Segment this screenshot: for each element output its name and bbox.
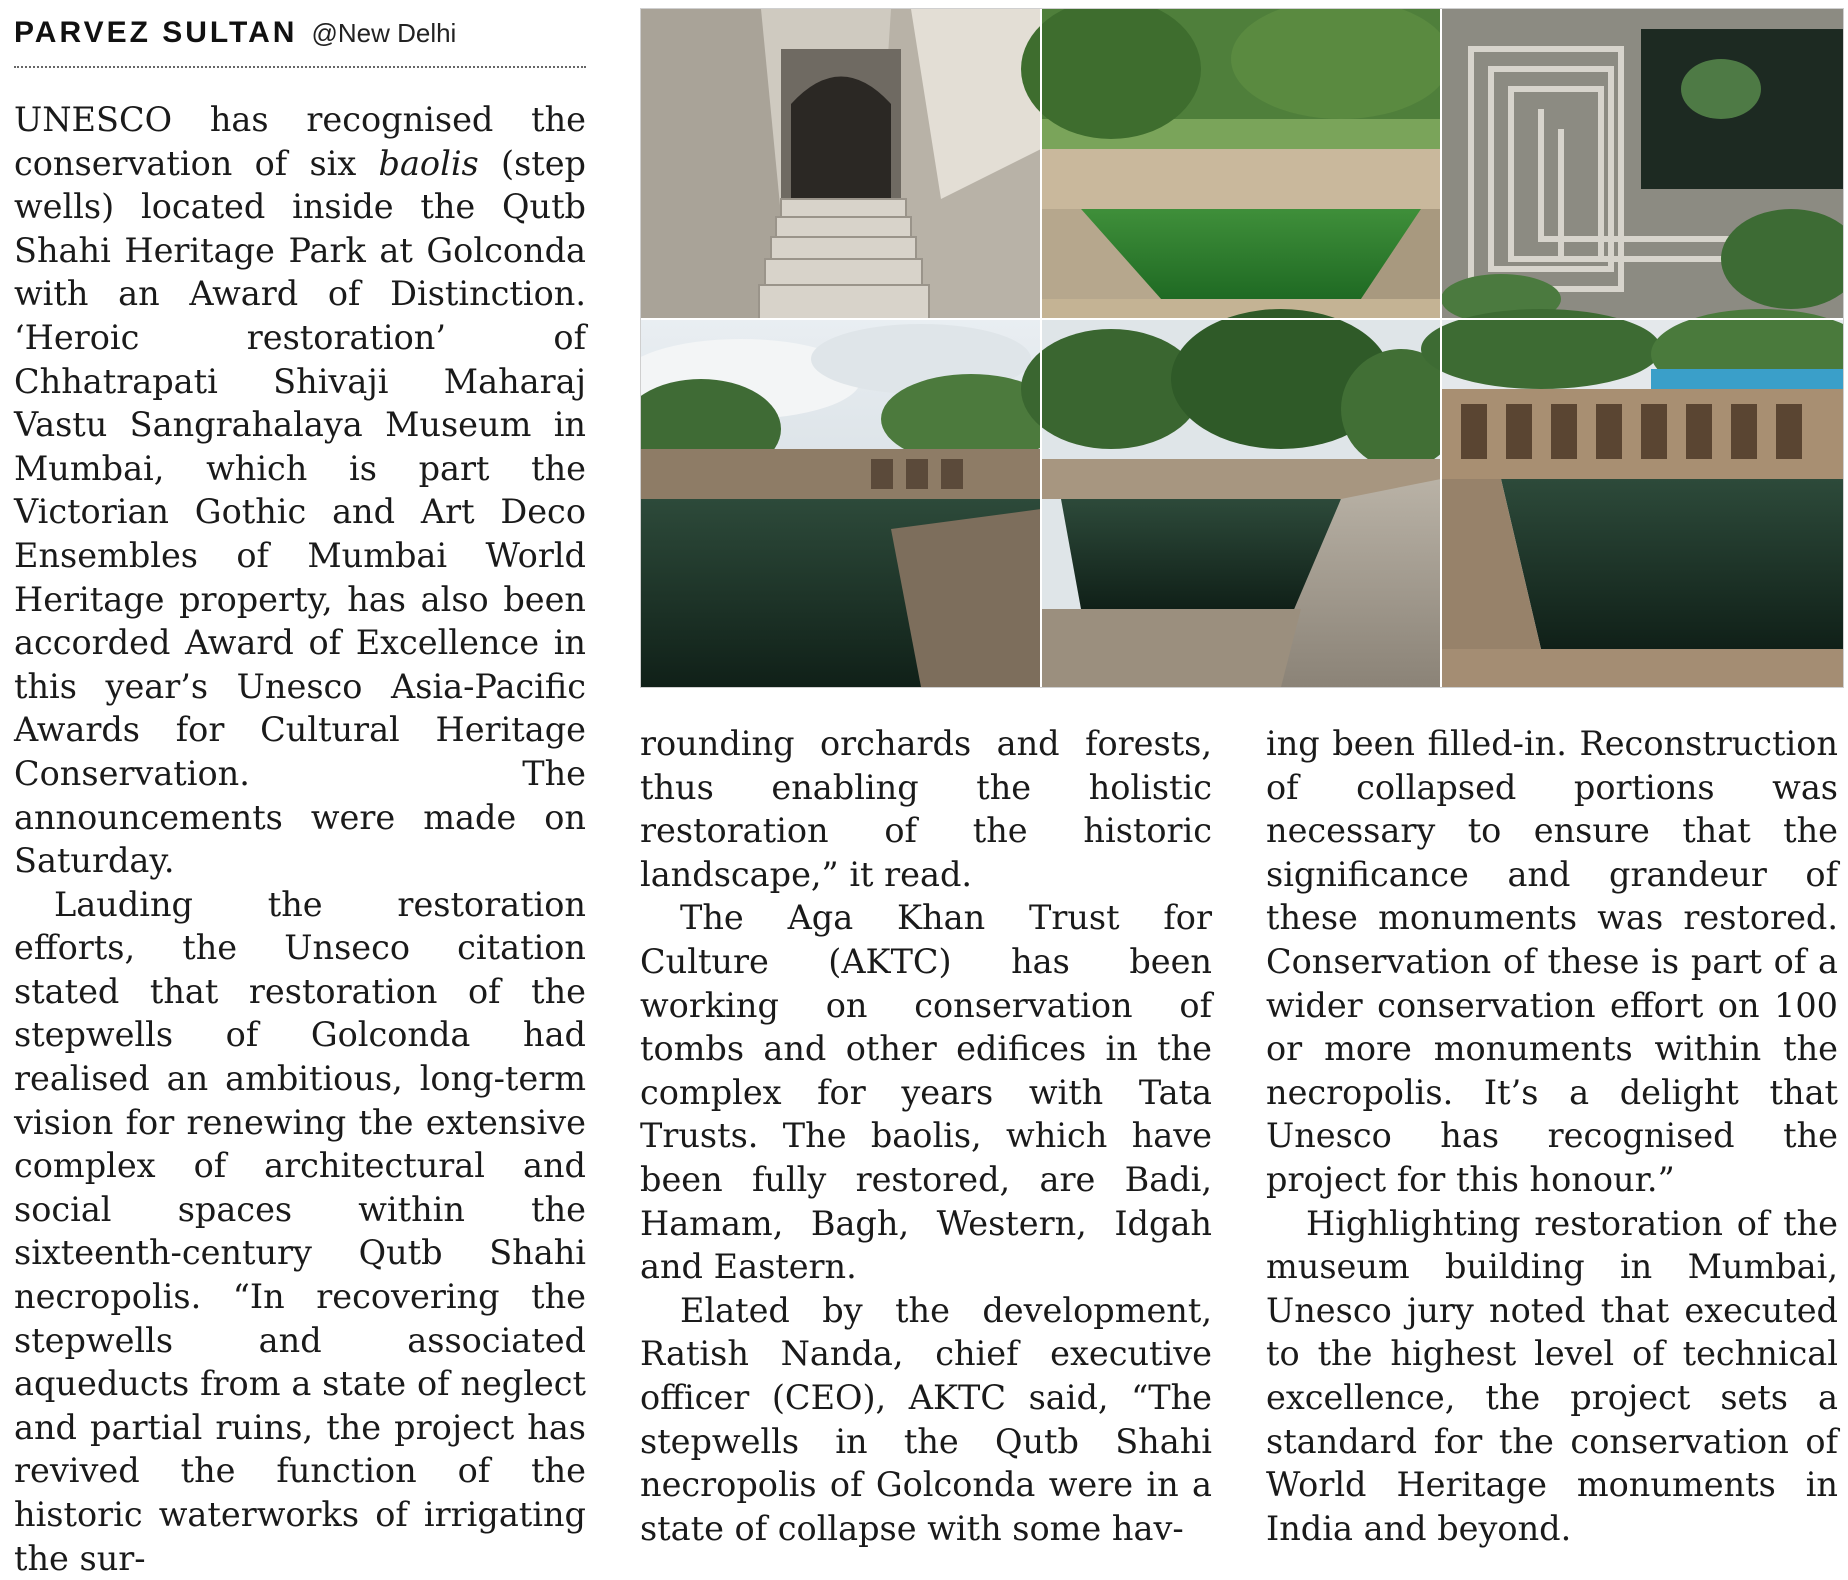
article-column-3 bbox=[1266, 722, 1838, 1550]
paragraph-continued: rounding orchards and forests, thus enabling the holistic restoration of the historic landscape,” it read. bbox=[640, 724, 1212, 894]
dateline: @New Delhi bbox=[311, 18, 457, 48]
photo-collage bbox=[640, 8, 1844, 688]
stepwell-stairway-arch-photo bbox=[641, 9, 1041, 319]
stepwell-aerial-steps-photo bbox=[1441, 9, 1843, 324]
article-column-1 bbox=[14, 98, 586, 1580]
paragraph-intro: UNESCO has recognised the conservation of six baolis (step wells) located inside the Qutb Shahi Heritage Park at Golconda with an Award of Distinction. ‘Heroic restoration’ of Chhatrapati Shivaji Maharaj Vastu Sangrahalaya Museum in Mumbai, which is part the Victorian Gothic and Art Deco Ensembles of Mumbai World Heritage property, has also been accorded Award of Excellence in this year’s Unesco Asia-Pacific Awards for Cultural Heritage Conservation. The announcements were made on Saturday. bbox=[14, 100, 586, 881]
stepwell-arcade-tank-photo bbox=[1421, 309, 1843, 687]
paragraph-citation: Lauding the restoration efforts, the Unseco citation stated that restoration of the stepwells of Golconda had realised an ambitious, long-term vision for renewing the extensive complex of architectural and social spaces within the sixteenth-century Qutb Shahi necropolis. “In recovering the stepwells and associated aqueducts from a state of neglect and partial ruins, the project has revived the function of the historic waterworks of irrigating the sur- bbox=[14, 884, 586, 1578]
stepwell-green-water-photo bbox=[1021, 9, 1451, 319]
paragraph-ceo-quote: Elated by the development, Ratish Nanda, chief executive officer (CEO), AKTC said, “The stepwells in the Qutb Shahi necropolis of Golconda were in a state of collapse with some hav- bbox=[640, 1290, 1212, 1548]
paragraph-aktc: The Aga Khan Trust for Culture (AKTC) has been working on conservation of tombs and other edifices in the complex for years with Tata Trusts. The baolis, which have been fully restored, are Badi, Hamam, Bagh, Western, Idgah and Eastern. bbox=[640, 898, 1212, 1287]
author-name: PARVEZ SULTAN bbox=[14, 16, 298, 49]
article-column-2 bbox=[640, 722, 1212, 1550]
byline bbox=[14, 16, 456, 58]
stepwell-tank-cloudy-sky-photo bbox=[641, 319, 1061, 687]
byline-rule bbox=[14, 66, 586, 68]
baolis-italic: baolis bbox=[378, 143, 479, 183]
paragraph-quote-continued: ing been filled-in. Reconstruction of collapsed portions was necessary to ensure that the significance and grandeur of these monuments was restored. Conservation of these is part of a wider conservation effort on 100 or more monuments within the necropolis. It’s a delight that Unesco has recognised the project for this honour.” bbox=[1266, 724, 1838, 1199]
stepwell-tank-trees-photo bbox=[1021, 309, 1461, 687]
paragraph-museum: Highlighting restoration of the museum building in Mumbai, Unesco jury noted that executed to the highest level of technical excellence, the project sets a standard for the conservation of World Heritage monuments in India and beyond. bbox=[1266, 1203, 1838, 1548]
